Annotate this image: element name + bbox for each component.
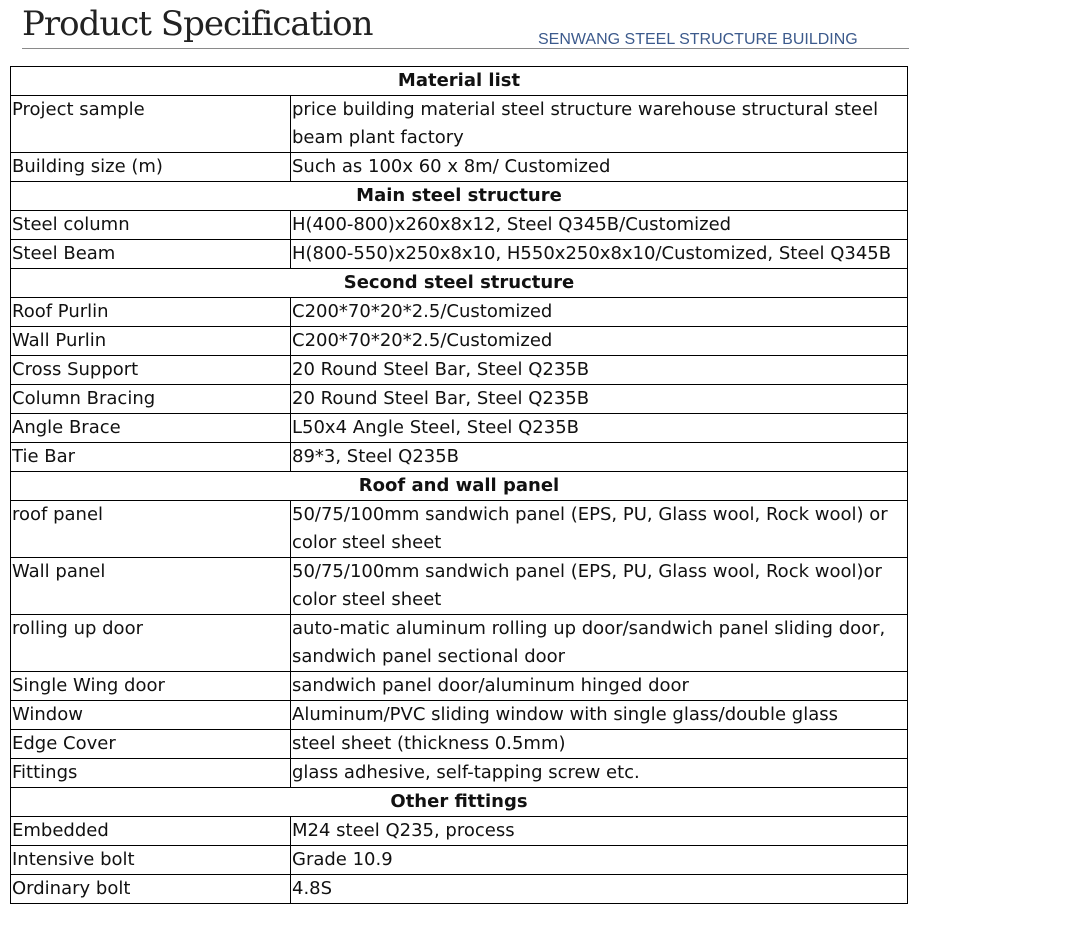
- spec-value: 4.8S: [291, 875, 908, 904]
- table-row: [11, 846, 908, 875]
- section-header-row: [11, 182, 908, 211]
- spec-value: 50/75/100mm sandwich panel (EPS, PU, Glass wool, Rock wool) or color steel sheet: [291, 501, 908, 558]
- table-row: [11, 298, 908, 327]
- specification-table-body: [11, 67, 908, 904]
- spec-value: M24 steel Q235, process: [291, 817, 908, 846]
- table-row: [11, 558, 908, 615]
- section-title: Material list: [11, 67, 908, 96]
- page-title: Product Specification: [22, 4, 373, 44]
- section-header-row: [11, 788, 908, 817]
- spec-value: glass adhesive, self-tapping screw etc.: [291, 759, 908, 788]
- spec-value: H(800-550)x250x8x10, H550x250x8x10/Customized, Steel Q345B: [291, 240, 908, 269]
- spec-value: Grade 10.9: [291, 846, 908, 875]
- table-row: [11, 211, 908, 240]
- spec-label: Tie Bar: [11, 443, 291, 472]
- table-row: [11, 817, 908, 846]
- table-row: [11, 385, 908, 414]
- table-row: [11, 443, 908, 472]
- spec-value: steel sheet (thickness 0.5mm): [291, 730, 908, 759]
- section-header-row: [11, 269, 908, 298]
- spec-label: Wall Purlin: [11, 327, 291, 356]
- table-row: [11, 701, 908, 730]
- spec-label: Intensive bolt: [11, 846, 291, 875]
- spec-label: Cross Support: [11, 356, 291, 385]
- table-row: [11, 672, 908, 701]
- table-row: [11, 356, 908, 385]
- section-title: Other fittings: [11, 788, 908, 817]
- section-header-row: [11, 67, 908, 96]
- spec-label: Ordinary bolt: [11, 875, 291, 904]
- spec-label: Steel Beam: [11, 240, 291, 269]
- table-row: [11, 730, 908, 759]
- spec-label: Roof Purlin: [11, 298, 291, 327]
- specification-table: [10, 66, 908, 904]
- spec-label: Angle Brace: [11, 414, 291, 443]
- spec-label: Edge Cover: [11, 730, 291, 759]
- spec-value: auto-matic aluminum rolling up door/sandwich panel sliding door, sandwich panel sectional door: [291, 615, 908, 672]
- spec-value: C200*70*20*2.5/Customized: [291, 298, 908, 327]
- table-row: [11, 615, 908, 672]
- spec-value: 20 Round Steel Bar, Steel Q235B: [291, 356, 908, 385]
- spec-label: Window: [11, 701, 291, 730]
- spec-label: rolling up door: [11, 615, 291, 672]
- spec-value: 50/75/100mm sandwich panel (EPS, PU, Glass wool, Rock wool)or color steel sheet: [291, 558, 908, 615]
- spec-value: L50x4 Angle Steel, Steel Q235B: [291, 414, 908, 443]
- spec-value: 89*3, Steel Q235B: [291, 443, 908, 472]
- table-row: [11, 96, 908, 153]
- table-row: [11, 327, 908, 356]
- spec-value: H(400-800)x260x8x12, Steel Q345B/Customized: [291, 211, 908, 240]
- section-title: Main steel structure: [11, 182, 908, 211]
- spec-value: price building material steel structure warehouse structural steel beam plant factory: [291, 96, 908, 153]
- table-row: [11, 414, 908, 443]
- spec-label: Column Bracing: [11, 385, 291, 414]
- table-row: [11, 759, 908, 788]
- spec-label: Project sample: [11, 96, 291, 153]
- brand-name: SENWANG STEEL STRUCTURE BUILDING: [538, 31, 858, 48]
- header-divider: [22, 48, 909, 49]
- spec-label: Building size (m): [11, 153, 291, 182]
- page-header: [0, 0, 1085, 60]
- spec-label: roof panel: [11, 501, 291, 558]
- spec-label: Single Wing door: [11, 672, 291, 701]
- spec-value: C200*70*20*2.5/Customized: [291, 327, 908, 356]
- table-row: [11, 240, 908, 269]
- spec-value: Aluminum/PVC sliding window with single glass/double glass: [291, 701, 908, 730]
- spec-label: Fittings: [11, 759, 291, 788]
- spec-label: Steel column: [11, 211, 291, 240]
- spec-value: Such as 100x 60 x 8m/ Customized: [291, 153, 908, 182]
- table-row: [11, 153, 908, 182]
- spec-label: Wall panel: [11, 558, 291, 615]
- section-title: Roof and wall panel: [11, 472, 908, 501]
- section-header-row: [11, 472, 908, 501]
- section-title: Second steel structure: [11, 269, 908, 298]
- spec-value: sandwich panel door/aluminum hinged door: [291, 672, 908, 701]
- table-row: [11, 875, 908, 904]
- spec-label: Embedded: [11, 817, 291, 846]
- table-row: [11, 501, 908, 558]
- spec-value: 20 Round Steel Bar, Steel Q235B: [291, 385, 908, 414]
